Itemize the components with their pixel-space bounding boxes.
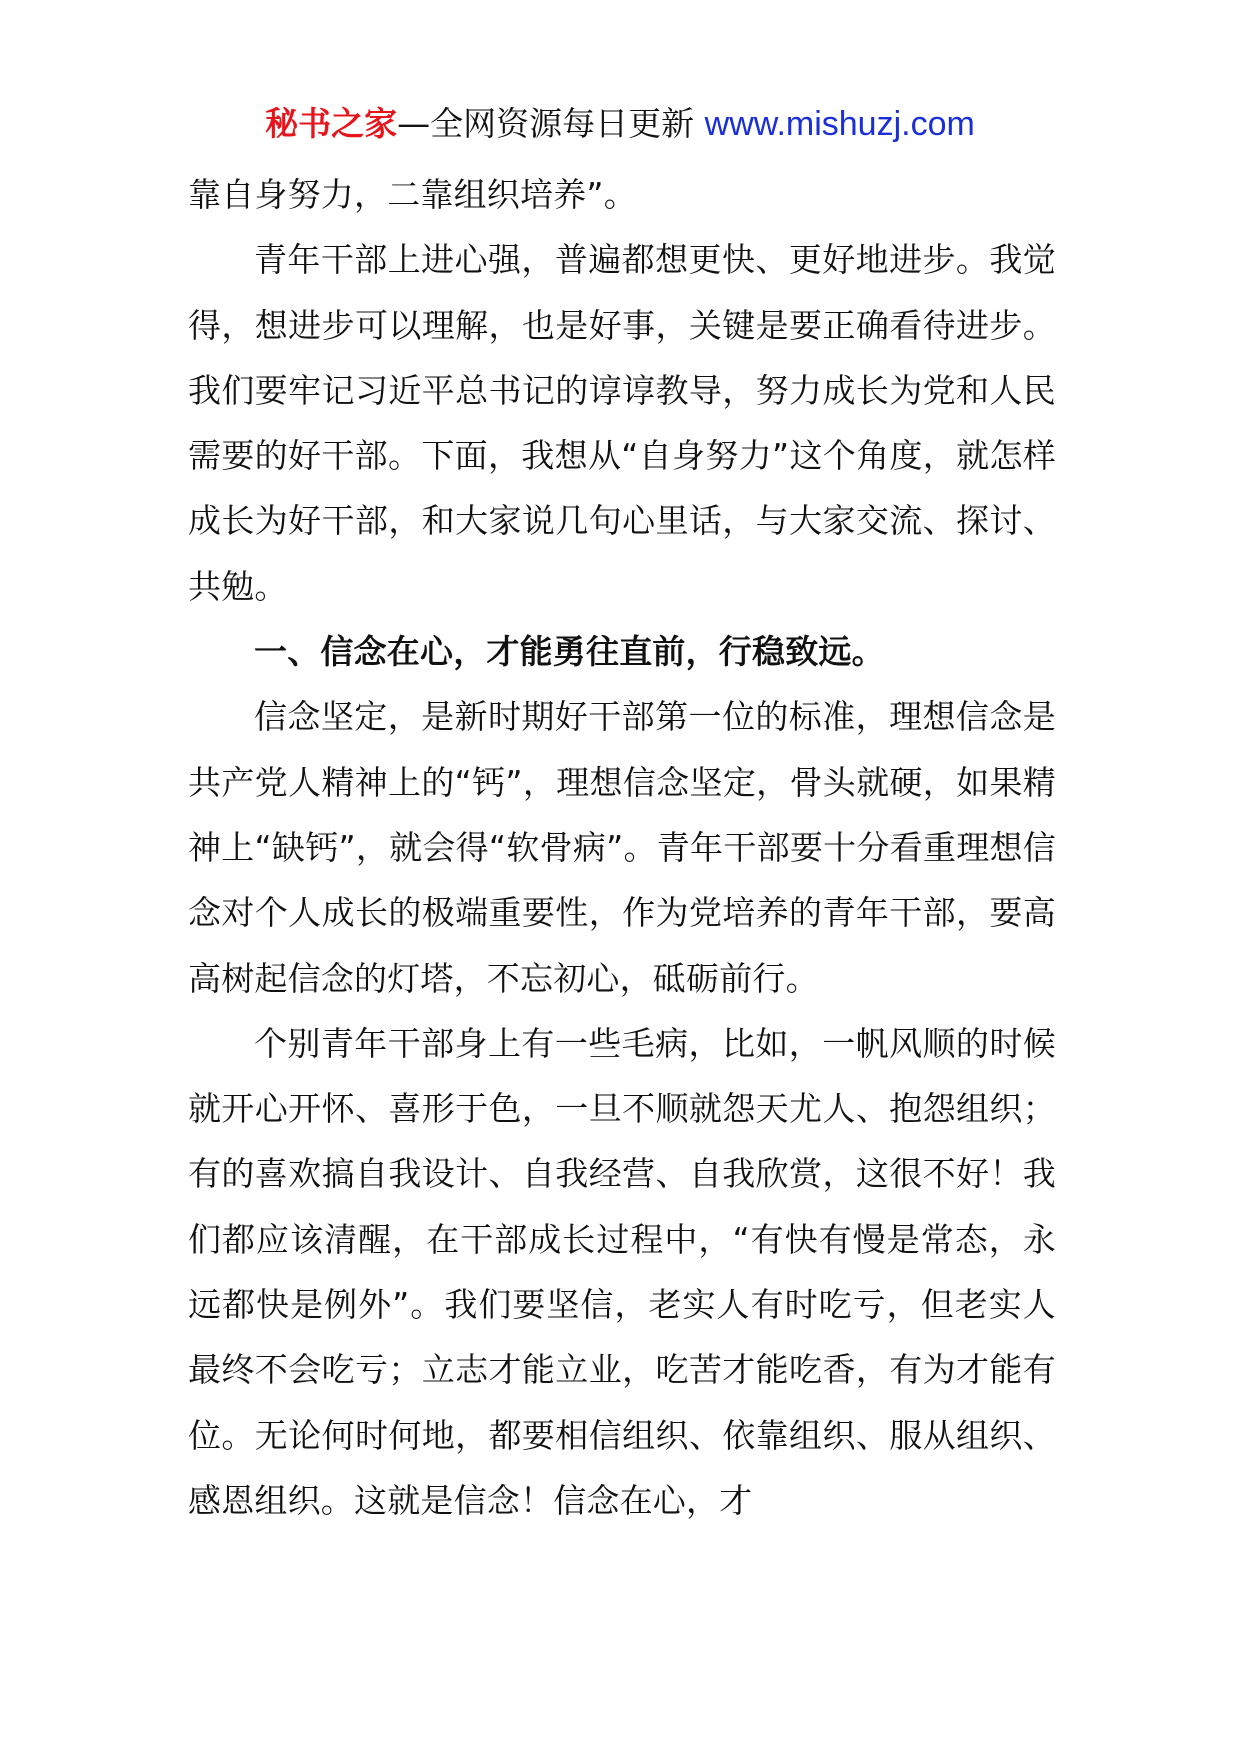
paragraph: 个别青年干部身上有一些毛病，比如，一帆风顺的时候就开心开怀、喜形于色，一旦不顺就怨天尤人、抱怨组织；有的喜欢搞自我设计、自我经营、自我欣赏，这很不好！我们都应该清醒，在干部成长过程中，“有快有慢是常态，永远都快是例外”。我们要坚信，老实人有时吃亏，但老实人最终不会吃亏；立志才能立业，吃苦才能吃香，有为才能有位。无论何时何地，都要相信组织、依靠组织、服从组织、感恩组织。这就是信念！信念在心，才: [188, 1023, 1056, 1520]
paragraph: 青年干部上进心强，普遍都想更快、更好地进步。我觉得，想进步可以理解，也是好事，关键是要正确看待进步。我们要牢记习近平总书记的谆谆教导，努力成长为党和人民需要的好干部。下面，我想从“自身努力”这个角度，就怎样成长为好干部，和大家说几句心里话，与大家交流、探讨、共勉。: [188, 240, 1056, 606]
page-header: [0, 100, 1240, 148]
paragraph: 信念坚定，是新时期好干部第一位的标准，理想信念是共产党人精神上的“钙”，理想信念坚定，骨头就硬，如果精神上“缺钙”，就会得“软骨病”。青年干部要十分看重理想信念对个人成长的极端重要性，作为党培养的青年干部，要高高树起信念的灯塔，不忘初心，砥砺前行。: [188, 697, 1056, 998]
document-body: [188, 162, 1056, 1533]
header-tagline: —全网资源每日更新: [397, 104, 695, 143]
brand-name: 秘书之家: [265, 104, 398, 143]
paragraph-continued: 靠自身努力，二靠组织培养”。: [188, 175, 637, 214]
site-link[interactable]: www.mishuzj.com: [704, 105, 975, 143]
section-heading: 一、信念在心，才能勇往直前，行稳致远。: [254, 632, 885, 672]
